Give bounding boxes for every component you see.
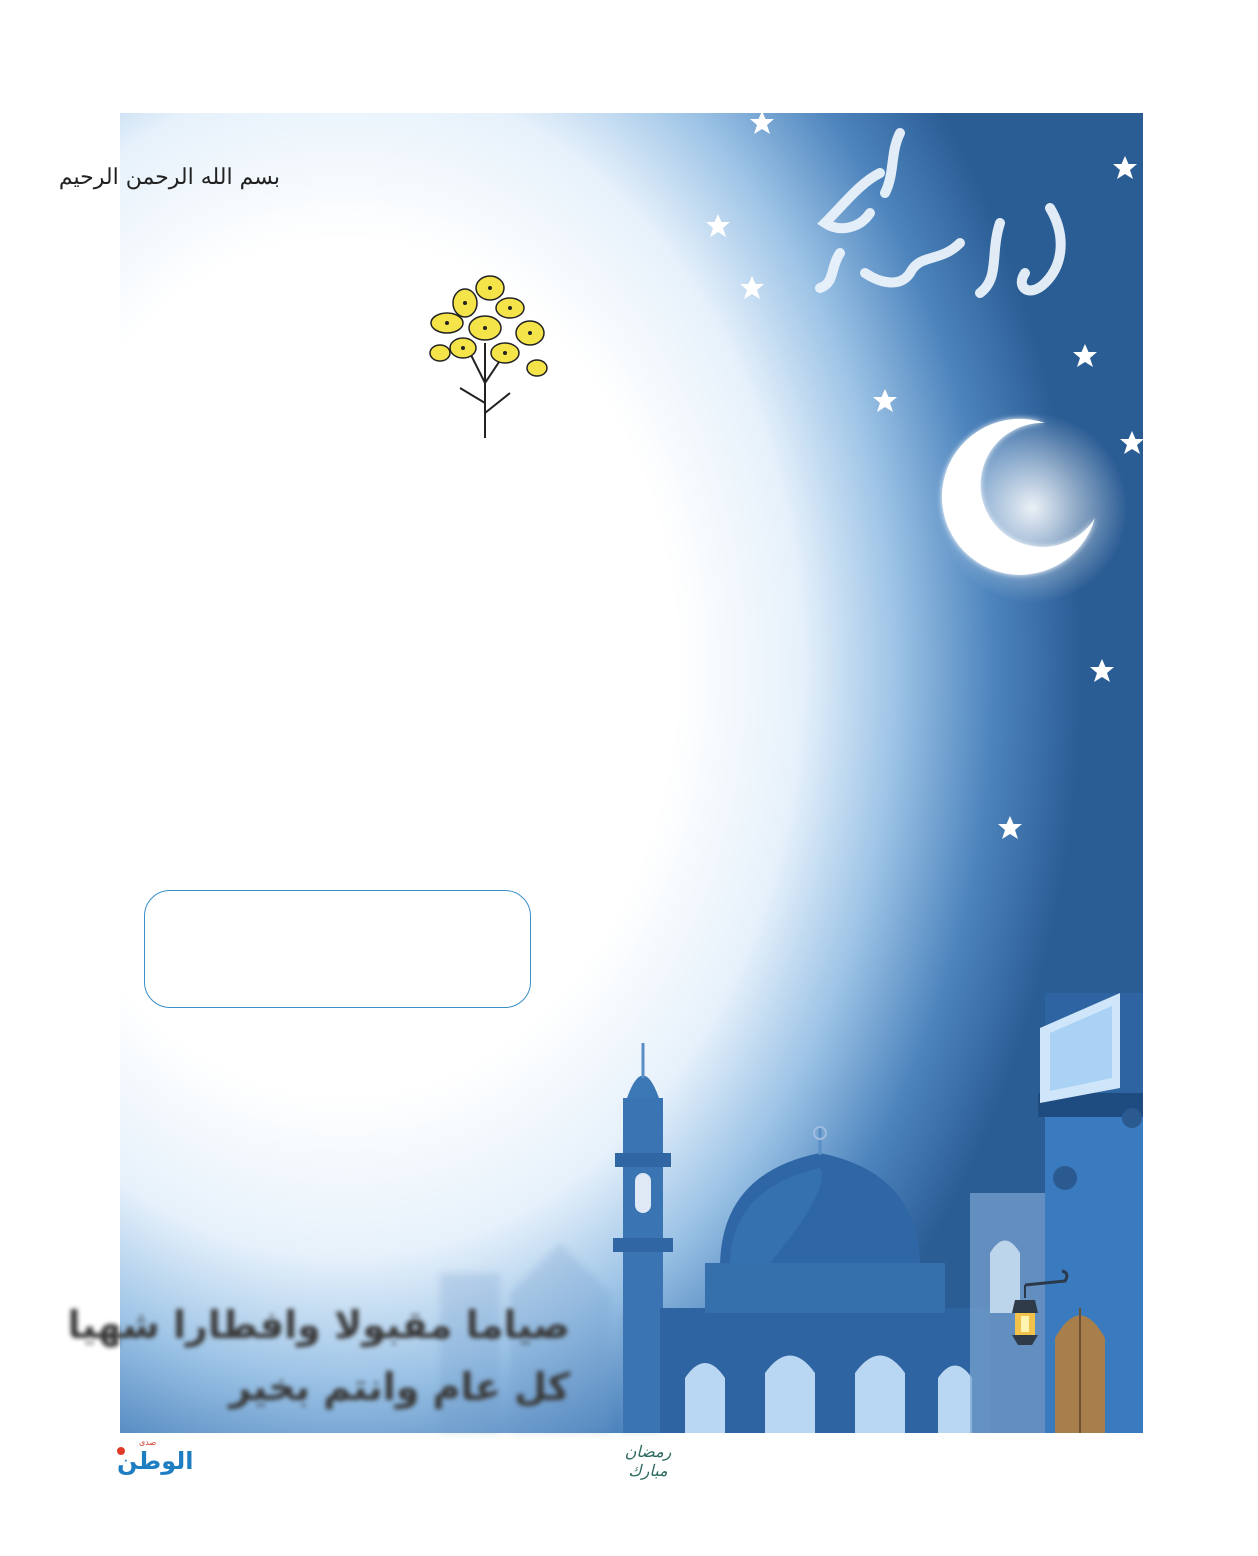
crescent-moon-icon <box>937 413 1127 603</box>
alwatan-logo <box>117 1438 194 1477</box>
blessing-line-1: صياما مقبولا وافطارا شهيا <box>67 1303 570 1347</box>
bismillah-calligraphy: بسم الله الرحمن الرحيم <box>58 165 280 190</box>
logo-text: الوطن <box>117 1447 194 1475</box>
footer-ramadan-title: رمضان مبارك <box>624 1442 672 1480</box>
logo-subtext: صدى <box>139 1438 157 1447</box>
message-frame <box>144 890 531 1008</box>
greeting-card <box>58 113 1143 1433</box>
card-background <box>58 113 1143 1433</box>
blessing-line-2: كل عام وانتم بخير <box>229 1365 570 1409</box>
